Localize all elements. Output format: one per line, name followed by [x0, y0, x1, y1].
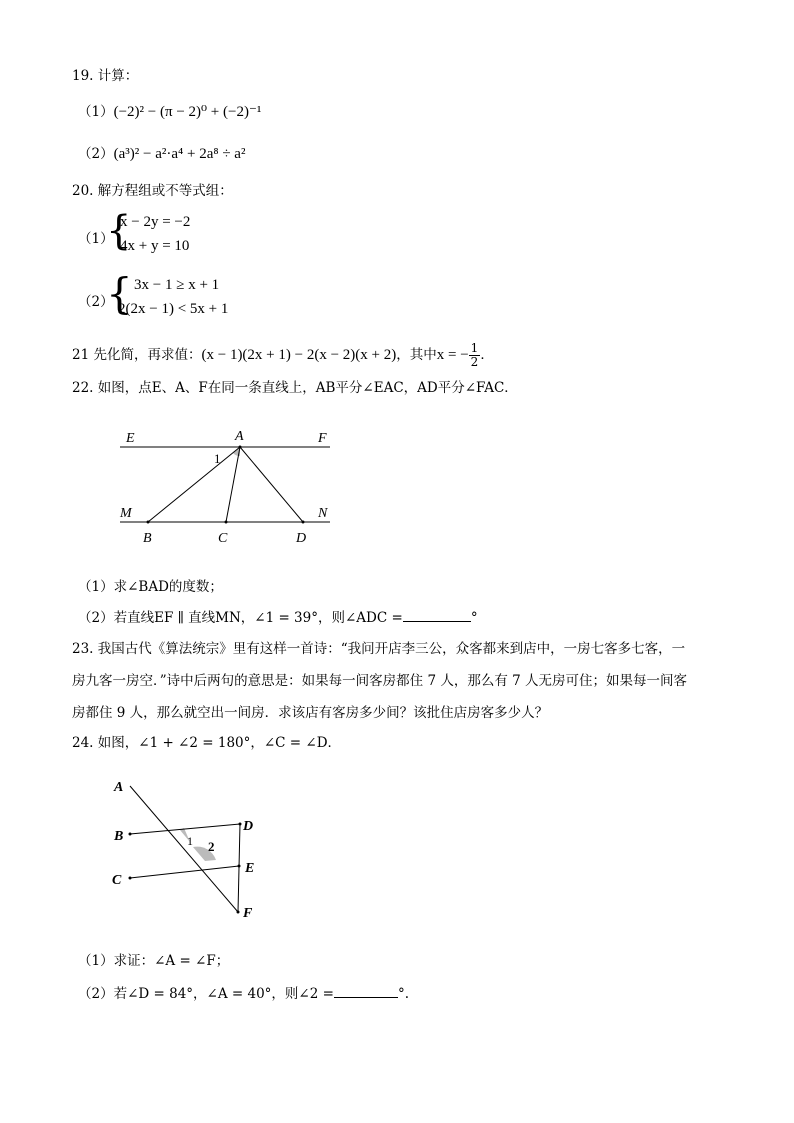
label-c: C [112, 873, 122, 888]
q20-system2 [78, 269, 298, 322]
segment-ce [130, 866, 239, 878]
label-d: D [296, 531, 307, 546]
q19-part1-label: （1） [78, 104, 114, 120]
label-m: M [120, 506, 132, 521]
segment-ac [226, 447, 240, 522]
answer-blank[interactable] [403, 607, 471, 622]
q22-text: 22. 如图，点E、A、F在同一条直线上，AB平分∠EAC，AD平分∠FAC． [72, 380, 518, 396]
q22-part2-text: （2）若直线EF ∥ 直线MN，∠1 = 39°，则∠ADC = [78, 610, 403, 626]
q20-part1-eq1: x − 2y = −2 [120, 214, 191, 230]
q21-numerator: 1 [470, 341, 479, 355]
q19-part1-expr: (−2)² − (π − 2)⁰ + (−2)⁻¹ [113, 104, 262, 120]
q20-part1-eq2: 4x + y = 10 [120, 238, 190, 254]
q23-line2: 房九客一房空．”诗中后两句的意思是：如果每一间客房都住 7 人，那么有 7 人无房可住；如果每一间客 [72, 673, 687, 689]
q24-figure [100, 770, 270, 930]
q21-var: x = − [436, 347, 469, 363]
q23-line1: 23. 我国古代《算法统宗》里有这样一首诗：“我问开店李三公，众客都来到店中，一房七客多七客，一 [72, 641, 686, 657]
label-a: A [235, 429, 244, 444]
q24-part2-unit: °. [397, 986, 409, 1002]
q22-part2 [78, 607, 478, 628]
q24-part2-text: （2）若∠D = 84°，∠A = 40°，则∠2 = [78, 986, 334, 1002]
segment-df [238, 824, 240, 912]
q20-part1-label: （1） [78, 231, 114, 247]
label-c: C [218, 531, 228, 546]
label-angle-1: 1 [214, 451, 221, 466]
label-e: E [126, 431, 135, 446]
q20-system1 [78, 208, 278, 258]
q21-prefix: 21 先化简，再求值： [72, 347, 202, 363]
q24-part2 [78, 983, 409, 1004]
q19-part2-expr: (a³)² − a²·a⁴ + 2a⁸ ÷ a² [113, 146, 246, 162]
q23-line3: 房都住 9 人，那么就空出一间房．求该店有客房多少间？该批住店房客多少人？ [72, 705, 549, 721]
label-angle-1: 1 [187, 834, 193, 848]
q21-end: ． [480, 347, 494, 363]
q24-text: 24. 如图，∠1 + ∠2 = 180°，∠C = ∠D． [72, 735, 342, 751]
label-a: A [114, 780, 124, 795]
q19-part2 [78, 144, 245, 164]
segment-ab [148, 447, 240, 522]
segment-ad [240, 447, 303, 522]
left-brace-icon: { [106, 269, 133, 318]
q22-figure [110, 420, 350, 550]
q21-denominator: 2 [470, 355, 479, 369]
q19-title: 19. 计算： [72, 68, 139, 84]
q24-part1: （1）求证：∠A = ∠F； [78, 953, 230, 969]
line-af [130, 786, 238, 912]
q21-middle: ，其中 [396, 347, 437, 363]
q20-title: 20. 解方程组或不等式组： [72, 183, 233, 199]
q19-part2-label: （2） [78, 146, 114, 162]
q20-part2-eq1: 3x − 1 ≥ x + 1 [134, 277, 220, 293]
q22-part1: （1）求∠BAD的度数； [78, 579, 223, 595]
answer-blank[interactable] [334, 983, 398, 998]
label-f: F [318, 431, 327, 446]
label-b: B [114, 829, 124, 844]
q20-part2-eq2: 2(2x − 1) < 5x + 1 [118, 301, 229, 317]
label-b: B [143, 531, 152, 546]
label-d: D [243, 819, 254, 834]
label-e: E [245, 861, 255, 876]
label-angle-2: 2 [208, 839, 215, 854]
q21 [72, 340, 494, 370]
q19-part1 [78, 102, 261, 122]
q22-part2-unit: ° [470, 610, 478, 626]
left-brace-icon: { [106, 208, 132, 254]
label-n: N [318, 506, 328, 521]
label-f: F [243, 906, 253, 921]
q21-expr: (x − 1)(2x + 1) − 2(x − 2)(x + 2) [201, 347, 397, 363]
q20-part2-label: （2） [78, 294, 114, 310]
q21-fraction [469, 342, 481, 369]
